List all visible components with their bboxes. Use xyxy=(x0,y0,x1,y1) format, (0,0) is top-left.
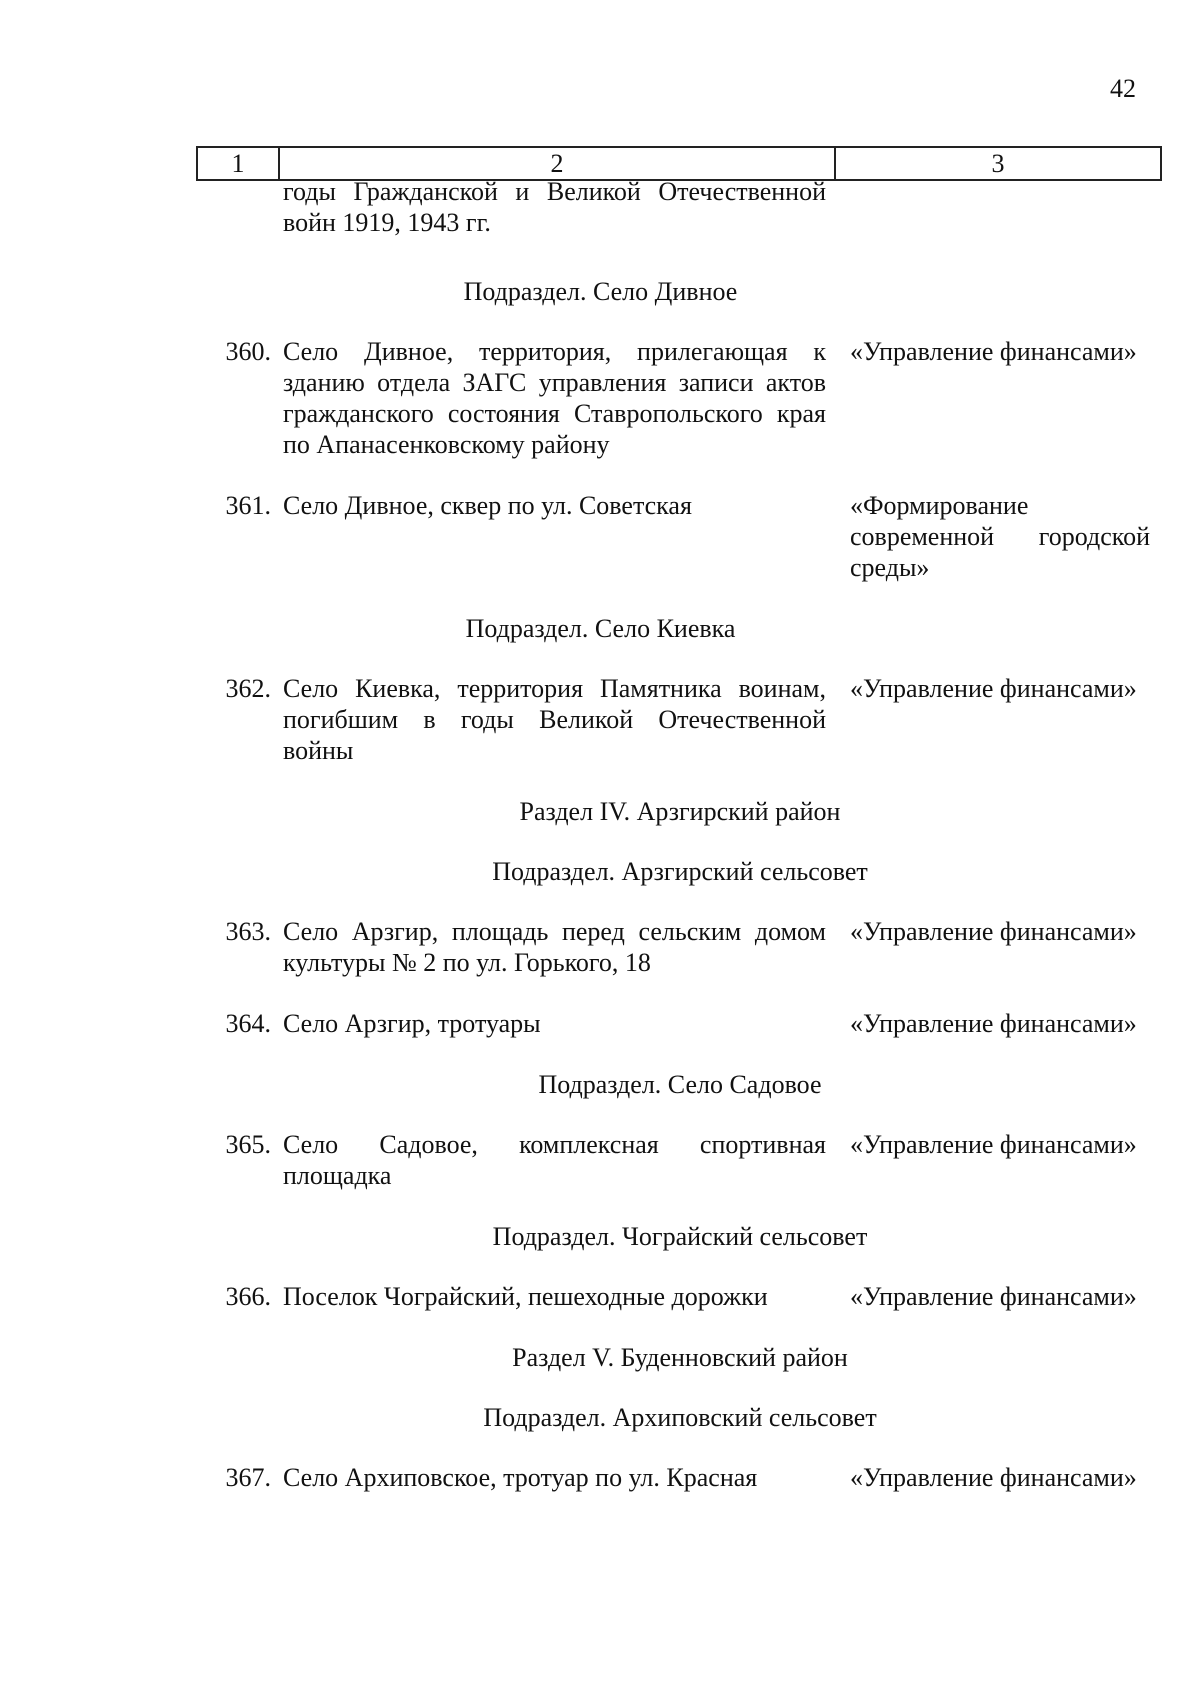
continuation-text: годы Гражданской и Великой Отечественной войн 1919, 1943 гг. xyxy=(283,177,826,237)
column-header-1: 1 xyxy=(198,148,280,179)
table-row xyxy=(205,1462,1155,1493)
table-body xyxy=(205,276,1155,1493)
object-description: Село Архиповское, тротуар по ул. Красная xyxy=(283,1463,758,1492)
program-name: «Управление финансами» xyxy=(850,674,1137,703)
row-number: 366. xyxy=(225,1282,271,1311)
section-heading: Подраздел. Село Садовое xyxy=(538,1070,822,1099)
object-description: Село Дивное, сквер по ул. Советская xyxy=(283,491,692,520)
column-header-2: 2 xyxy=(280,148,836,179)
table-row xyxy=(205,490,1155,583)
table-row xyxy=(205,336,1155,460)
row-number: 367. xyxy=(225,1463,271,1492)
section-heading: Подраздел. Чограйский сельсовет xyxy=(492,1222,868,1251)
object-description: Село Дивное, территория, прилегающая к зданию отдела ЗАГС управления записи актов гражданского состояния Ставропольского края по Апанасенковскому району xyxy=(283,337,826,459)
table-row xyxy=(205,1129,1155,1191)
program-name: «Управление финансами» xyxy=(850,1009,1137,1038)
document-content xyxy=(205,176,1155,1523)
column-header-3: 3 xyxy=(991,148,1005,178)
object-description: Село Арзгир, площадь перед сельским домом культуры № 2 по ул. Горького, 18 xyxy=(283,917,826,977)
table-row xyxy=(205,916,1155,978)
row-number: 365. xyxy=(225,1130,271,1159)
page-number: 42 xyxy=(1110,74,1136,103)
program-name: «Управление финансами» xyxy=(850,337,1137,366)
section-heading: Раздел IV. Арзгирский район xyxy=(519,797,841,826)
section-heading: Подраздел. Арзгирский сельсовет xyxy=(492,857,868,886)
row-number: 361. xyxy=(225,491,271,520)
continuation-row xyxy=(205,176,1155,238)
table-row xyxy=(205,1008,1155,1039)
object-description: Село Садовое, комплексная спортивная площадка xyxy=(283,1130,826,1190)
section-heading: Раздел V. Буденновский район xyxy=(512,1343,848,1372)
program-name: «Формирование современной городской среды» xyxy=(850,491,1150,582)
program-name: «Управление финансами» xyxy=(850,1130,1137,1159)
program-name: «Управление финансами» xyxy=(850,1282,1137,1311)
row-number: 363. xyxy=(225,917,271,946)
table-row xyxy=(205,673,1155,766)
section-heading: Подраздел. Архиповский сельсовет xyxy=(483,1403,877,1432)
subsection-heading: Подраздел. Село Дивное xyxy=(463,277,738,306)
row-number: 362. xyxy=(225,674,271,703)
program-name: «Управление финансами» xyxy=(850,1463,1137,1492)
row-number: 360. xyxy=(225,337,271,366)
row-number: 364. xyxy=(225,1009,271,1038)
subsection-heading: Подраздел. Село Киевка xyxy=(465,614,736,643)
object-description: Село Арзгир, тротуары xyxy=(283,1009,541,1038)
object-description: Поселок Чограйский, пешеходные дорожки xyxy=(283,1282,768,1311)
program-name: «Управление финансами» xyxy=(850,917,1137,946)
object-description: Село Киевка, территория Памятника воинам, погибшим в годы Великой Отечественной войны xyxy=(283,674,826,765)
table-row xyxy=(205,1281,1155,1312)
